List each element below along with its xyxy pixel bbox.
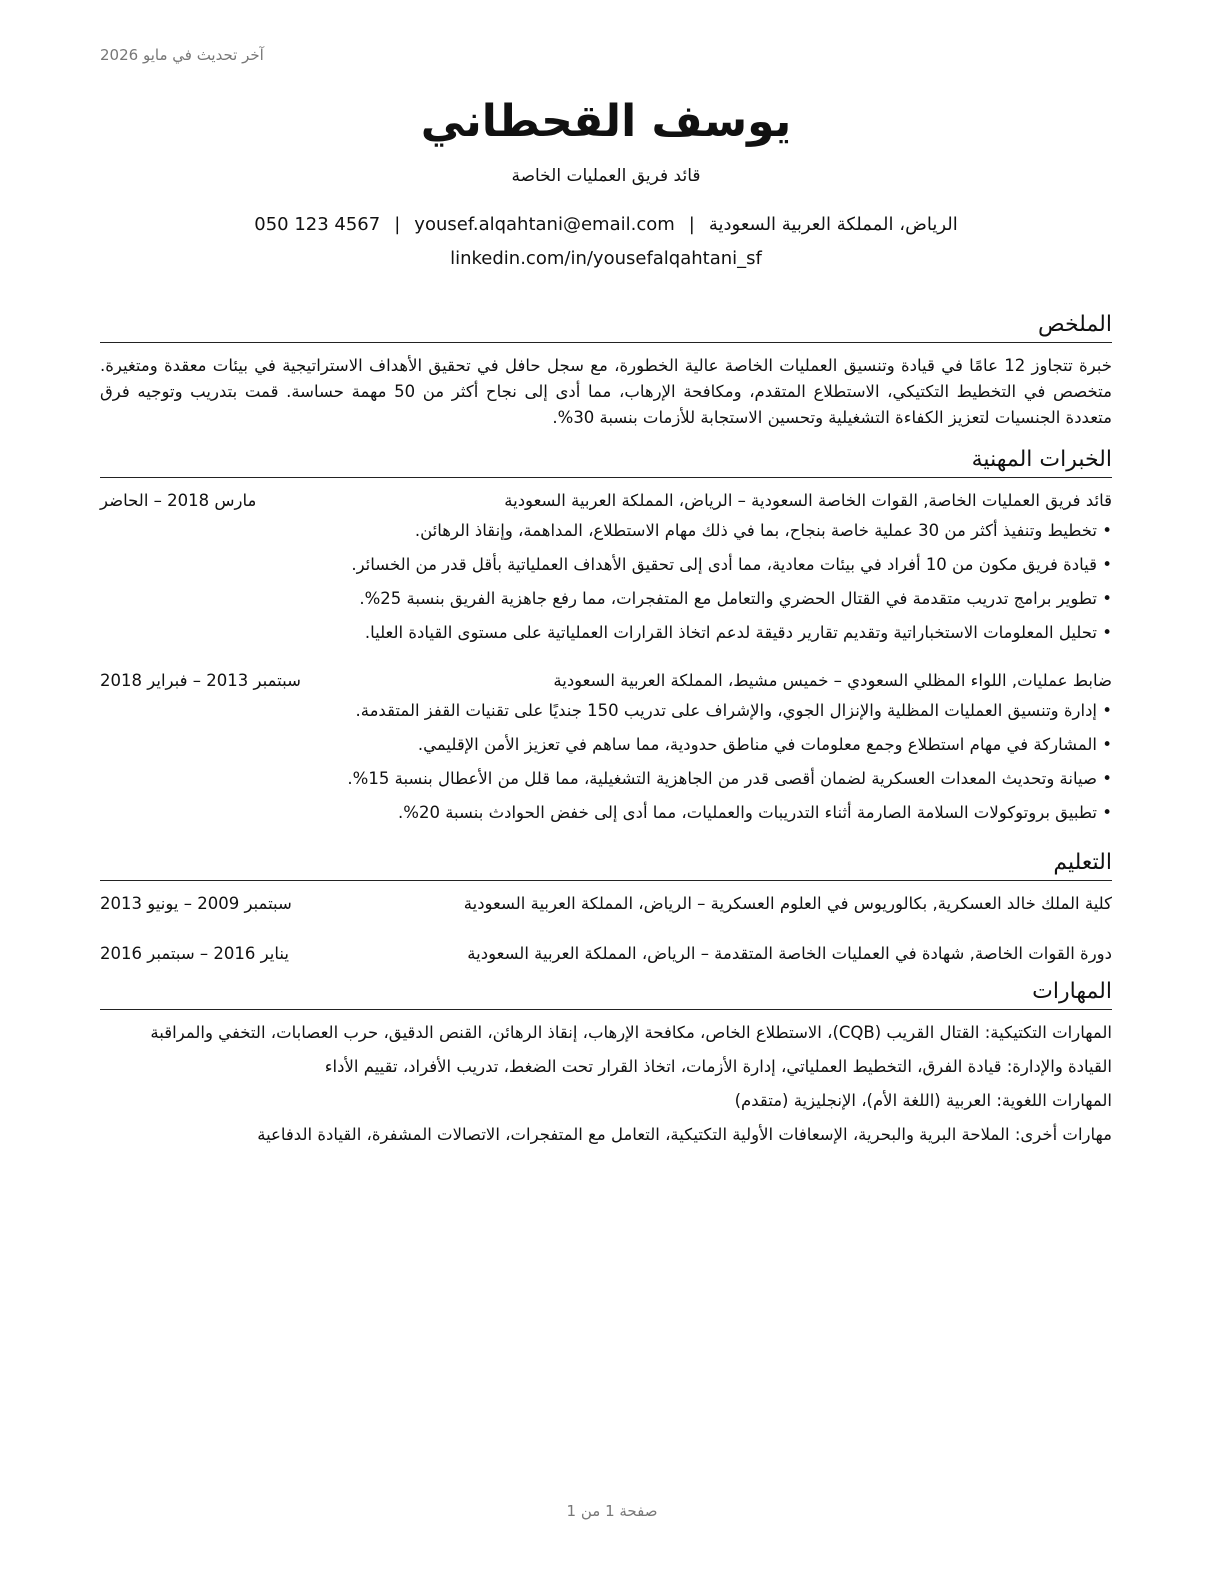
education-dates: سبتمبر 2009 – يونيو 2013 — [100, 894, 292, 913]
bullet-item: • إدارة وتنسيق العمليات المظلية والإنزال الجوي، والإشراف على تدريب 150 جنديًا على تقنيات القفز المتقدمة. — [100, 694, 1112, 728]
job-dates: مارس 2018 – الحاضر — [100, 491, 257, 510]
education-entry — [100, 941, 1112, 967]
last-updated: آخر تحديث في مايو 2026 — [100, 46, 264, 64]
job-dates: سبتمبر 2013 – فبراير 2018 — [100, 671, 301, 690]
skill-line: القيادة والإدارة: قيادة الفرق، التخطيط العملياتي، إدارة الأزمات، اتخاذ القرار تحت الضغط، تدريب الأفراد، تقييم الأداء — [324, 1057, 1112, 1076]
education-title: كلية الملك خالد العسكرية, بكالوريوس في العلوم العسكرية – الرياض، المملكة العربية السعودية — [463, 894, 1112, 913]
bullet-item: • تطبيق بروتوكولات السلامة الصارمة أثناء التدريبات والعمليات، مما أدى إلى خفض الحوادث بنسبة 20%. — [100, 796, 1112, 830]
bullet-item: • تحليل المعلومات الاستخباراتية وتقديم تقارير دقيقة لدعم اتخاذ القرارات العملياتية على مستوى القيادة العليا. — [100, 616, 1112, 650]
resume-header — [100, 92, 1112, 276]
section-heading-education: التعليم — [100, 848, 1112, 881]
job-header — [100, 488, 1112, 514]
bullet-item: • قيادة فريق مكون من 10 أفراد في بيئات معادية، مما أدى إلى تحقيق الأهداف العملياتية بأقل قدر من الخسائر. — [100, 548, 1112, 582]
job-title: قائد فريق العمليات الخاصة — [511, 166, 701, 186]
phone-number: 050 123 4567 — [254, 214, 381, 235]
separator: | — [688, 214, 695, 235]
candidate-name: يوسف القحطاني — [420, 96, 792, 147]
bullet-item: • صيانة وتحديث المعدات العسكرية لضمان أقصى قدر من الجاهزية التشغيلية، مما قلل من الأعطال بنسبة 15%. — [100, 762, 1112, 796]
bullet-item: • المشاركة في مهام استطلاع وجمع معلومات في مناطق حدودية، مما ساهم في تعزيز الأمن الإقليمي. — [100, 728, 1112, 762]
job-header — [100, 668, 1112, 694]
job-bullets — [100, 694, 1112, 830]
summary-section — [100, 310, 1112, 431]
email-link[interactable]: yousef.alqahtani@email.com — [414, 214, 675, 235]
summary-text: خبرة تتجاوز 12 عامًا في قيادة وتنسيق العمليات الخاصة عالية الخطورة، مع سجل حافل في تحقيق الأهداف الاستراتيجية في بيئات معقدة ومتغيرة. متخصص في التخطيط التكتيكي، الاستطلاع المتقدم، ومكافحة الإرهاب، مما أدى إلى نجاح أكثر من 50 مهمة حساسة. قمت بتدريب وتوجيه فرق متعددة الجنسيات لتعزيز الكفاءة التشغيلية وتحسين الاستجابة للأزمات بنسبة 30%. — [100, 356, 1113, 427]
contact-info — [100, 208, 1112, 276]
bullet-item: • تخطيط وتنفيذ أكثر من 30 عملية خاصة بنجاح، بما في ذلك مهام الاستطلاع، المداهمة، وإنقاذ الرهائن. — [100, 514, 1112, 548]
skill-line: مهارات أخرى: الملاحة البرية والبحرية، الإسعافات الأولية التكتيكية، التعامل مع المتفجرات، الاتصالات المشفرة، القيادة الدفاعية — [257, 1125, 1112, 1144]
job-title-line: ضابط عمليات, اللواء المظلي السعودي – خميس مشيط، المملكة العربية السعودية — [553, 671, 1112, 690]
skills-section — [100, 977, 1112, 1148]
page-number: صفحة 1 من 1 — [566, 1502, 658, 1520]
separator: | — [394, 214, 401, 235]
education-entry — [100, 891, 1112, 917]
job-title-line: قائد فريق العمليات الخاصة, القوات الخاصة السعودية – الرياض، المملكة العربية السعودية — [504, 491, 1112, 510]
linkedin-link[interactable]: linkedin.com/in/yousefalqahtani_sf — [450, 248, 762, 269]
section-heading-skills: المهارات — [100, 977, 1112, 1010]
skill-line: المهارات التكتيكية: القتال القريب (CQB)، الاستطلاع الخاص، مكافحة الإرهاب، إنقاذ الرهائن، القنص الدقيق، حرب العصابات، التخفي والمراقبة — [150, 1023, 1112, 1042]
location-text: الرياض، المملكة العربية السعودية — [708, 214, 958, 235]
experience-section — [100, 445, 1112, 830]
section-heading-experience: الخبرات المهنية — [100, 445, 1112, 478]
job-entry — [100, 488, 1112, 650]
job-entry — [100, 668, 1112, 830]
education-dates: يناير 2016 – سبتمبر 2016 — [100, 944, 289, 963]
resume-body — [100, 310, 1112, 1156]
skill-line: المهارات اللغوية: العربية (اللغة الأم)، الإنجليزية (متقدم) — [734, 1091, 1112, 1110]
contact-line-primary — [100, 208, 1112, 242]
section-heading-summary: الملخص — [100, 310, 1112, 343]
education-section — [100, 848, 1112, 967]
job-bullets — [100, 514, 1112, 650]
education-title: دورة القوات الخاصة, شهادة في العمليات الخاصة المتقدمة – الرياض، المملكة العربية السعودية — [467, 944, 1112, 963]
bullet-item: • تطوير برامج تدريب متقدمة في القتال الحضري والتعامل مع المتفجرات، مما رفع جاهزية الفريق بنسبة 25%. — [100, 582, 1112, 616]
